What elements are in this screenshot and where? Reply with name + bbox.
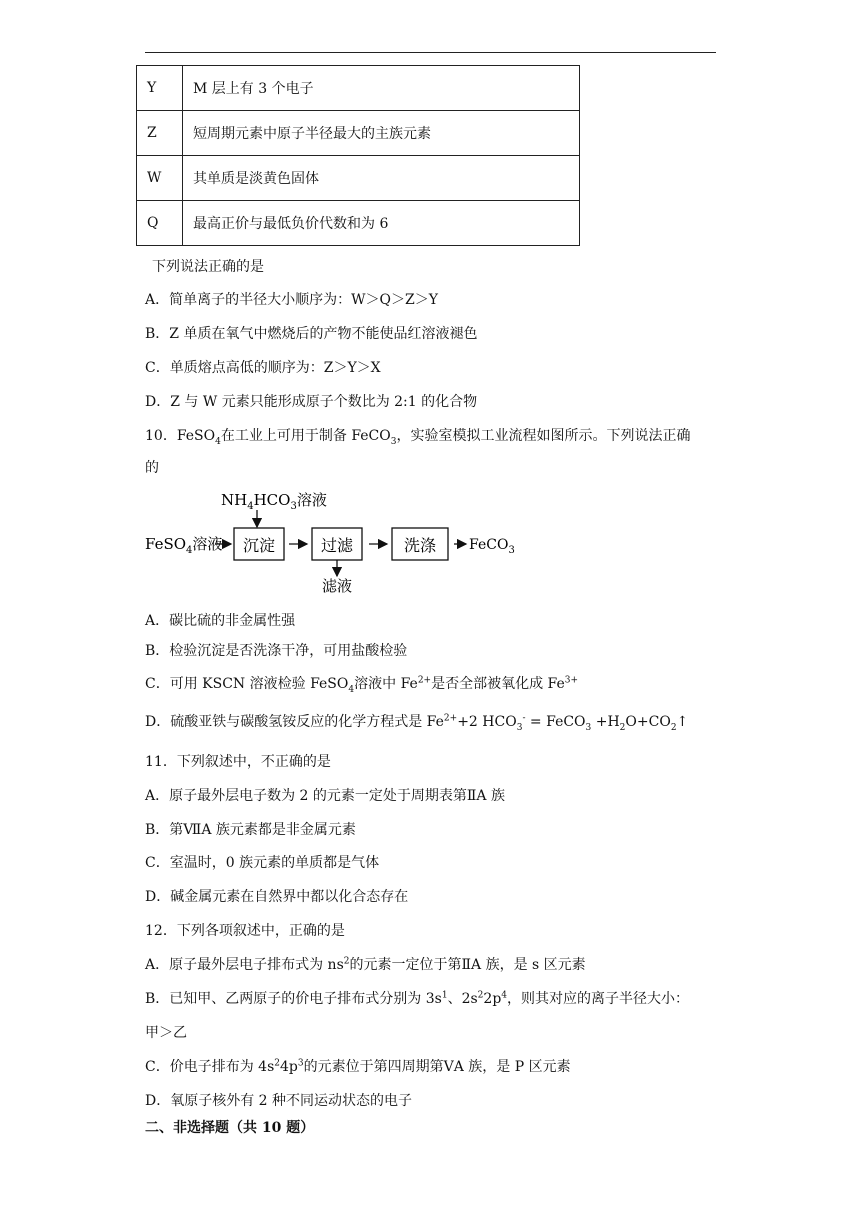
superscript: 3+ [564, 675, 579, 686]
q9-option-a: A．简单离子的半径大小顺序为：W＞Q＞Z＞Y [145, 292, 438, 308]
q12-stem: 12．下列各项叙述中，正确的是 [145, 923, 345, 939]
option-text: C．价电子排布为 4s [145, 1059, 275, 1075]
q9-stem: 下列说法正确的是 [152, 259, 264, 275]
q11-stem: 11．下列叙述中，不正确的是 [145, 754, 331, 770]
option-text: 2p [483, 991, 502, 1007]
option-text: 的元素一定位于第ⅡA 族，是 s 区元素 [349, 957, 586, 973]
subscript: 2 [619, 722, 626, 733]
table-row [137, 66, 580, 111]
superscript: - [522, 713, 526, 724]
option-text: 的元素位于第四周期第ⅤA 族，是 P 区元素 [303, 1059, 571, 1075]
option-text: 是否全部被氧化成 Fe [431, 676, 565, 692]
element-symbol: Q [137, 201, 183, 246]
q10-stem-text: 在工业上可用于制备 [220, 428, 347, 444]
subscript: 3 [516, 722, 523, 733]
element-description: 短周期元素中原子半径最大的主族元素 [183, 111, 580, 156]
q12-option-a [145, 955, 586, 975]
option-text: ，则其对应的离子半径大小： [507, 991, 690, 1007]
table-row [137, 111, 580, 156]
gas-arrow: ↑ [676, 714, 689, 730]
option-text: 4p [280, 1059, 298, 1075]
q10-stem-text: ，实验室模拟工业流程如图所示。下列说法正确 [396, 428, 691, 444]
step-precipitate: 沉淀 [242, 536, 276, 555]
q10-option-c [145, 674, 578, 694]
q12-option-c [145, 1057, 571, 1077]
q11-option-a: A．原子最外层电子数为 2 的元素一定处于周期表第ⅡA 族 [145, 788, 505, 804]
element-description: 最高正价与最低负价代数和为 6 [183, 201, 580, 246]
superscript: 2+ [417, 675, 432, 686]
q9-option-d: D．Z 与 W 元素只能形成原子个数比为 2:1 的化合物 [145, 394, 478, 410]
element-symbol: W [137, 156, 183, 201]
element-description: M 层上有 3 个电子 [183, 66, 580, 111]
subscript: 4 [215, 436, 221, 447]
q11-option-c: C．室温时，0 族元素的单质都是气体 [145, 855, 380, 871]
q12-option-b-cont: 甲＞乙 [145, 1025, 187, 1041]
input-label: FeSO$_4$溶液 [145, 535, 223, 556]
subscript: 3 [390, 436, 397, 447]
option-text: A．原子最外层电子排布式为 ns [145, 957, 344, 973]
section-heading: 二、非选择题（共 10 题） [145, 1120, 315, 1136]
superscript: 1 [441, 990, 448, 1001]
option-text: O+CO [625, 714, 671, 730]
flow-diagram [145, 485, 525, 600]
option-text: B．已知甲、乙两原子的价电子排布式分别为 3s [145, 991, 442, 1007]
filtrate-label: 滤液 [321, 577, 353, 595]
reagent-label: $NH_4HCO_3$溶液 [221, 491, 327, 512]
superscript: 2 [274, 1058, 280, 1069]
q12-option-b [145, 989, 689, 1009]
q11-option-b: B．第ⅦA 族元素都是非金属元素 [145, 822, 356, 838]
q10-formula-feco3: FeCO [351, 428, 391, 444]
q9-option-c: C．单质熔点高低的顺序为：Z＞Y＞X [145, 360, 381, 376]
option-text: +2 HCO [457, 714, 517, 730]
output-label: FeCO$_3$ [469, 537, 515, 556]
q11-option-d: D．碱金属元素在自然界中都以化合态存在 [145, 889, 409, 905]
subscript: 2 [670, 722, 677, 733]
q10-option-b: B．检验沉淀是否洗涤干净，可用盐酸检验 [145, 643, 408, 659]
table-row [137, 201, 580, 246]
q12-option-d: D．氧原子核外有 2 种不同运动状态的电子 [145, 1093, 413, 1109]
q10-stem [145, 426, 691, 446]
q10-formula-feso4: FeSO [176, 428, 216, 444]
superscript: 3 [297, 1058, 304, 1069]
option-text: = FeCO [525, 714, 586, 730]
subscript: 3 [585, 722, 592, 733]
option-text: C．可用 KSCN 溶液检验 FeSO [145, 676, 349, 692]
q9-option-b: B．Z 单质在氧气中燃烧后的产物不能使品红溶液褪色 [145, 326, 478, 342]
superscript: 4 [501, 990, 508, 1001]
step-filter: 过滤 [320, 536, 354, 555]
option-text: 、2s [447, 991, 478, 1007]
header-rule [145, 52, 716, 53]
element-description: 其单质是淡黄色固体 [183, 156, 580, 201]
option-text: D．硫酸亚铁与碳酸氢铵反应的化学方程式是 Fe [145, 714, 444, 730]
superscript: 2 [343, 956, 350, 967]
element-symbol: Y [137, 66, 183, 111]
q10-stem-cont: 的 [145, 460, 159, 476]
option-text: +H [591, 714, 620, 730]
q10-option-d [145, 712, 688, 732]
superscript: 2+ [443, 713, 458, 724]
element-symbol: Z [137, 111, 183, 156]
option-text: 溶液中 Fe [354, 676, 418, 692]
superscript: 2 [477, 990, 484, 1001]
element-table [136, 65, 580, 246]
subscript: 4 [348, 684, 355, 695]
step-wash: 洗涤 [403, 536, 437, 555]
q10-option-a: A．碳比硫的非金属性强 [145, 613, 296, 629]
q10-number: 10． [145, 428, 177, 444]
table-row [137, 156, 580, 201]
